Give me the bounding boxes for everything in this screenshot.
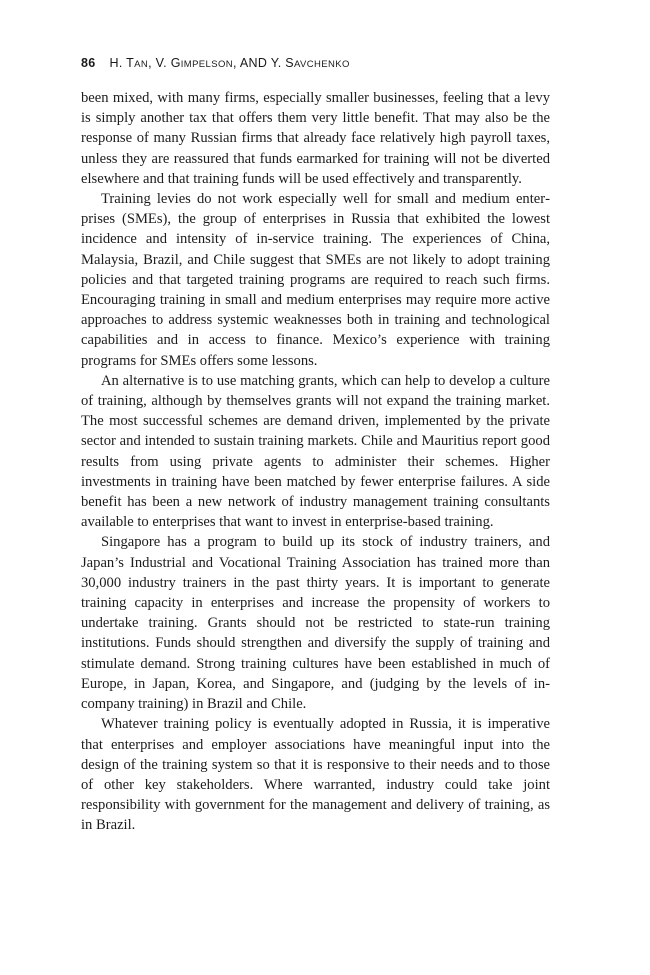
paragraph-5: Whatever training policy is eventually adopted in Russia, it is imperative that enterprises and employer associations have meaningful input into the design of the training system so that it is responsive to their needs and to those of other key stakeholders. Where warranted, industry could take joint responsibility with government for the management and delivery of training, as in Brazil.: [81, 716, 550, 834]
author-name-3: Y. SAVCHENKO: [270, 56, 350, 70]
author-name-1: H. TAN: [109, 56, 149, 70]
body-text: [81, 88, 550, 836]
paragraph-1: been mixed, with many firms, especially smaller businesses, feeling that a levy is simply another tax that offers them very little benefit. That may also be the response of many Russian firms that already face relatively high payroll taxes, unless they are reassured that funds earmarked for training will not be diverted elsewhere and that training funds will be used effectively and transparently.: [81, 90, 550, 187]
paragraph-4: Singapore has a program to build up its stock of industry trainers, and Japan’s Industrial and Vocational Training Association has trained more than 30,000 industry trainers in the past thirty years. It is important to generate training capacity in enterprises and increase the propensity of workers to undertake training. Grants should not be restricted to state-run training institutions. Funds should strengthen and diversify the supply of training and stimulate demand. Strong training cultures have been established in much of Europe, in Japan, Korea, and Singapore, and (judging by the levels of in-company training) in Brazil and Chile.: [81, 534, 550, 713]
page-number: 86: [81, 56, 96, 70]
author-name-2: V. GIMPELSON: [155, 56, 234, 70]
paragraph-2: Training levies do not work especially well for small and medium enterprises (SMEs), the group of enterprises in Russia that exhibited the lowest incidence and intensity of in-service training. The experiences of China, Malaysia, Brazil, and Chile suggest that SMEs are not likely to adopt training policies and that targeted training programs are required to reach such firms. Encouraging training in small and medium enterprises may require more active approaches to address systemic weaknesses both in training and technological capabilities and in access to finance. Mexico’s experience with training programs for SMEs offers some lessons.: [81, 191, 550, 369]
paragraph-3: An alternative is to use matching grants, which can help to develop a culture of training, although by themselves grants will not expand the training market. The most successful schemes are demand driven, implemented by the private sector and intended to sustain training markets. Chile and Mauritius report good results from using private agents to administer their schemes. Higher investments in training have been matched by fewer enterprise failures. A side benefit has been a new network of industry management training consultants available to enterprises that want to invest in enterprise-based training.: [81, 372, 550, 531]
running-head: 86 H. TAN, V. GIMPELSON, AND Y. SAVCHENKO: [81, 56, 350, 70]
